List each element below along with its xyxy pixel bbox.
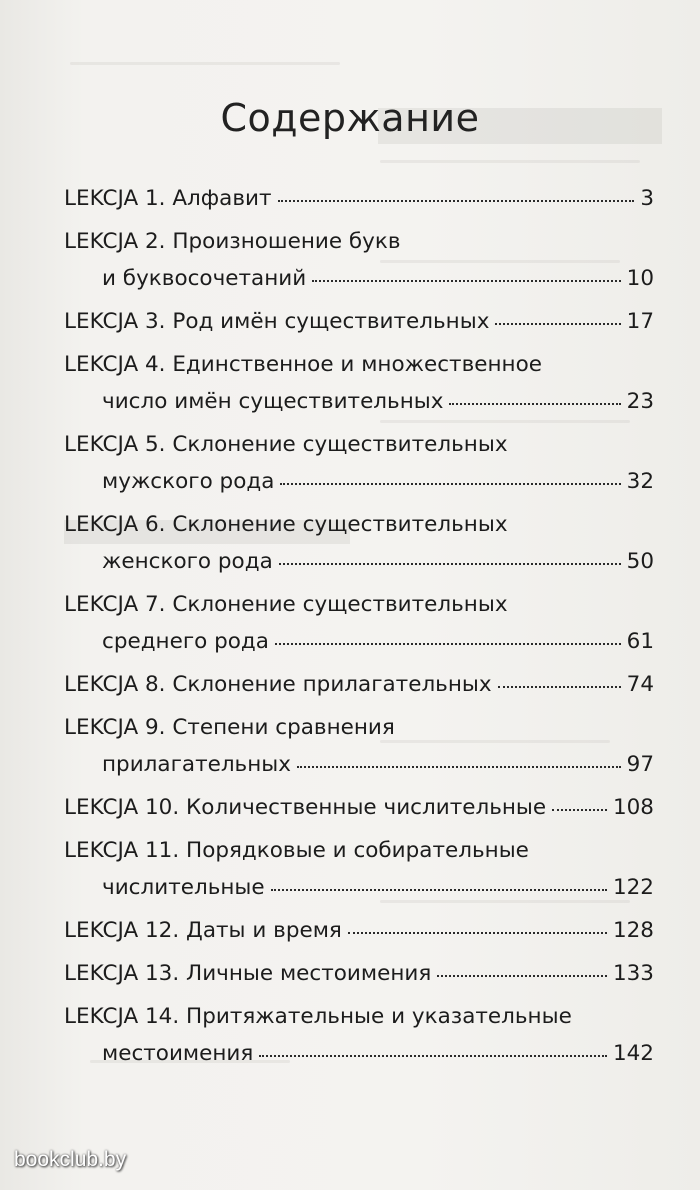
dot-leader <box>552 805 607 811</box>
toc-entry-continuation-line <box>64 543 654 580</box>
bleed-through-line <box>380 160 640 163</box>
toc-entry-text: LEKCJA 9. Степени сравнения <box>64 715 395 740</box>
dot-leader <box>495 319 620 325</box>
toc-entry-continuation-line <box>64 463 654 500</box>
toc-entry-continuation-line <box>64 623 654 660</box>
toc-entry-text: LEKCJA 4. Единственное и множественное <box>64 352 542 377</box>
toc-entry-text: LEKCJA 12. Даты и время <box>64 918 342 943</box>
dot-leader <box>312 276 620 282</box>
toc-entry[interactable] <box>64 955 654 992</box>
dot-leader <box>259 1051 607 1057</box>
toc-entry[interactable] <box>64 426 654 500</box>
toc-page-number: 142 <box>612 1041 654 1066</box>
toc-page-number: 128 <box>612 918 654 943</box>
toc-entry-title-line <box>64 832 654 869</box>
table-of-contents <box>64 180 654 1072</box>
toc-entry-title-line <box>64 586 654 623</box>
dot-leader <box>280 479 620 485</box>
toc-entry-continuation-line <box>64 869 654 906</box>
toc-entry[interactable] <box>64 666 654 703</box>
toc-entry-continuation-line <box>64 1035 654 1072</box>
toc-entry[interactable] <box>64 586 654 660</box>
toc-page-number: 108 <box>612 795 654 820</box>
toc-page-number: 32 <box>626 469 654 494</box>
toc-page-number: 23 <box>626 389 654 414</box>
toc-entry[interactable] <box>64 180 654 217</box>
dot-leader <box>437 971 607 977</box>
dot-leader <box>271 885 607 891</box>
bleed-through-line <box>70 62 340 65</box>
toc-entry-title-line <box>64 303 654 340</box>
dot-leader <box>297 762 621 768</box>
toc-page-number: 74 <box>626 672 654 697</box>
toc-entry-continuation-line <box>64 746 654 783</box>
toc-entry-text: число имён существительных <box>102 389 444 414</box>
toc-entry[interactable] <box>64 998 654 1072</box>
toc-entry-title-line <box>64 223 654 260</box>
toc-entry-title-line <box>64 789 654 826</box>
toc-entry-text: числительные <box>102 875 265 900</box>
toc-entry-text: мужского рода <box>102 469 275 494</box>
toc-entry-text: LEKCJA 13. Личные местоимения <box>64 961 432 986</box>
toc-entry-text: LEKCJA 2. Произношение букв <box>64 229 401 254</box>
toc-entry-text: LEKCJA 7. Склонение существительных <box>64 592 508 617</box>
toc-entry-title-line <box>64 180 654 217</box>
dot-leader <box>279 559 621 565</box>
toc-entry-text: местоимения <box>102 1041 254 1066</box>
toc-entry[interactable] <box>64 789 654 826</box>
dot-leader <box>498 682 621 688</box>
toc-entry[interactable] <box>64 223 654 297</box>
toc-entry-text: LEKCJA 1. Алфавит <box>64 186 272 211</box>
toc-page-number: 133 <box>612 961 654 986</box>
dot-leader <box>275 639 621 645</box>
toc-page-number: 97 <box>626 752 654 777</box>
toc-entry-title-line <box>64 426 654 463</box>
toc-entry[interactable] <box>64 912 654 949</box>
toc-page-number: 122 <box>612 875 654 900</box>
toc-entry-text: и буквосочетаний <box>102 266 307 291</box>
toc-entry-title-line <box>64 955 654 992</box>
toc-entry-title-line <box>64 346 654 383</box>
toc-entry-title-line <box>64 709 654 746</box>
toc-entry-title-line <box>64 666 654 703</box>
watermark: bookclub.by <box>14 1148 127 1171</box>
toc-entry-text: LEKCJA 3. Род имён существительных <box>64 309 490 334</box>
toc-entry-text: LEKCJA 11. Порядковые и собирательные <box>64 838 529 863</box>
toc-entry-continuation-line <box>64 260 654 297</box>
toc-page-number: 50 <box>626 549 654 574</box>
dot-leader <box>449 399 620 405</box>
toc-entry-text: прилагательных <box>102 752 291 777</box>
toc-page-number: 61 <box>626 629 654 654</box>
dot-leader <box>278 196 635 202</box>
toc-entry-text: LEKCJA 5. Склонение существительных <box>64 432 508 457</box>
dot-leader <box>348 928 607 934</box>
toc-entry[interactable] <box>64 832 654 906</box>
toc-entry-text: среднего рода <box>102 629 269 654</box>
toc-entry-continuation-line <box>64 383 654 420</box>
toc-entry[interactable] <box>64 506 654 580</box>
toc-entry-text: LEKCJA 14. Притяжательные и указательные <box>64 1004 572 1029</box>
toc-page-number: 3 <box>640 186 654 211</box>
toc-entry-title-line <box>64 998 654 1035</box>
toc-entry-text: LEKCJA 8. Склонение прилагательных <box>64 672 492 697</box>
toc-entry-text: LEKCJA 10. Количественные числительные <box>64 795 547 820</box>
toc-page-number: 10 <box>626 266 654 291</box>
toc-entry-title-line <box>64 506 654 543</box>
toc-entry[interactable] <box>64 709 654 783</box>
toc-entry-text: женского рода <box>102 549 273 574</box>
toc-page-number: 17 <box>626 309 654 334</box>
toc-entry-title-line <box>64 912 654 949</box>
toc-entry[interactable] <box>64 346 654 420</box>
page-title: Содержание <box>220 96 480 140</box>
toc-entry[interactable] <box>64 303 654 340</box>
toc-entry-text: LEKCJA 6. Склонение существительных <box>64 512 508 537</box>
